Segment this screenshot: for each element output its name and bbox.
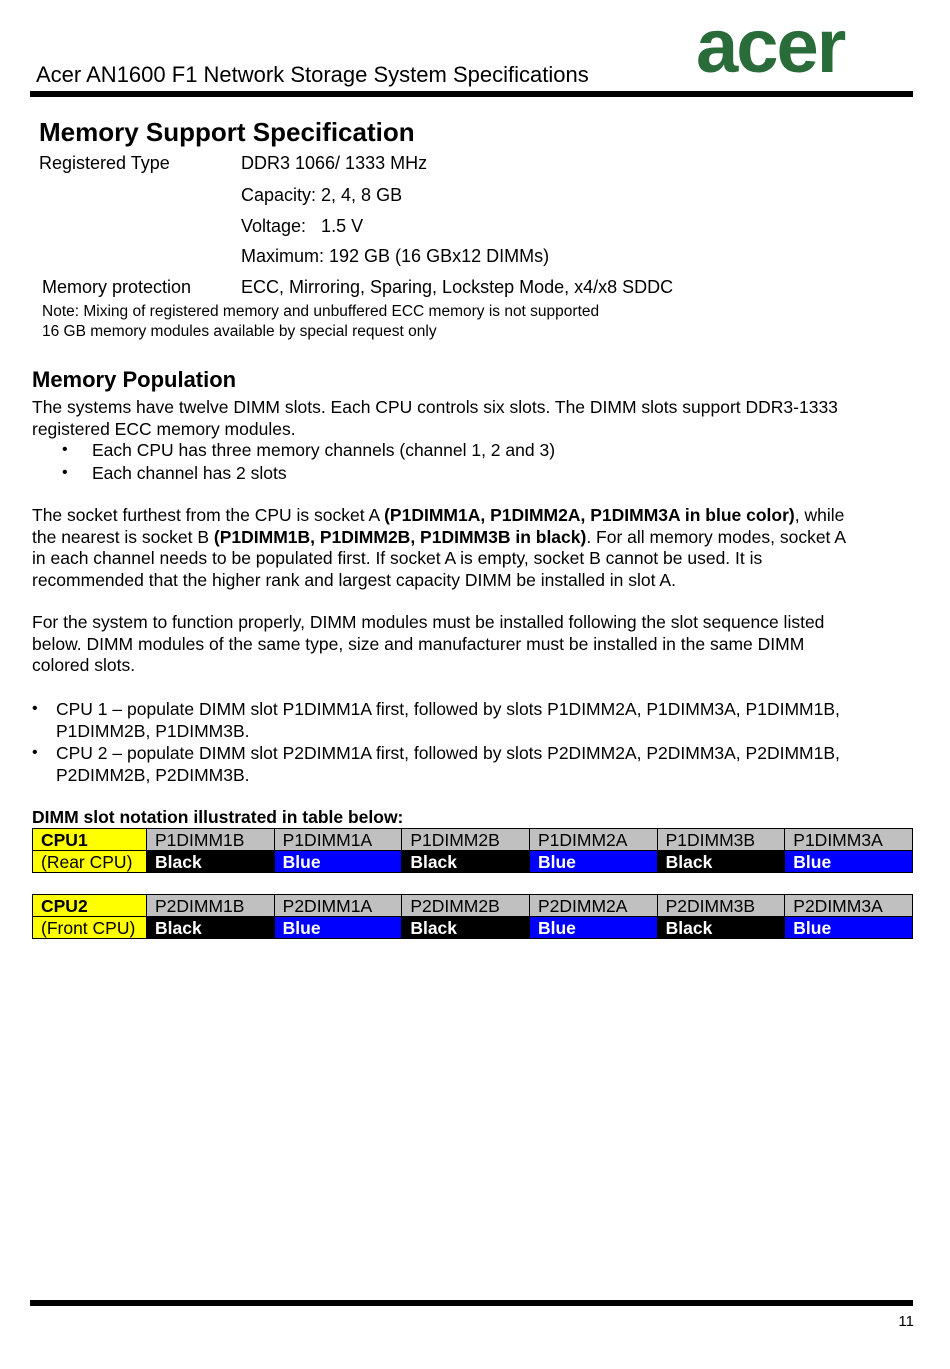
cpu2-population-bullet (56, 743, 840, 786)
channel-bullet-1: Each CPU has three memory channels (channel 1, 2 and 3) (92, 440, 556, 460)
cpu1-slot: P1DIMM3B (657, 829, 785, 851)
population-intro (32, 397, 920, 440)
memory-protection-value: ECC, Mirroring, Sparing, Lockstep Mode, x4/x8 SDDC (241, 277, 674, 297)
cpu1-slot-row (33, 829, 913, 851)
cpu2-slot-color: Blue (529, 917, 657, 939)
cpu2-slot-color: Black (402, 917, 530, 939)
population-intro-line-2: registered ECC memory modules. (32, 418, 296, 439)
document-header-title: Acer AN1600 F1 Network Storage System Specifications (36, 62, 589, 87)
registered-type-label: Registered Type (39, 153, 170, 173)
cpu1-color-row (33, 851, 913, 873)
socket-b-slots: (P1DIMM1B, P1DIMM2B, P1DIMM3B in black) (213, 526, 587, 547)
cpu1-population-bullet (56, 699, 840, 742)
cpu1-slot-color: Black (657, 851, 785, 873)
socket-line-2 (32, 527, 920, 549)
acer-logo (696, 14, 906, 84)
cpu1-population-line-1: CPU 1 – populate DIMM slot P1DIMM1A first, followed by slots P1DIMM2A, P1DIMM3A, P1DIMM1B, (56, 699, 840, 719)
cpu2-slot-color: Black (657, 917, 785, 939)
population-intro-line-1: The systems have twelve DIMM slots. Each CPU controls six slots. The DIMM slots support DDR3-1333 (32, 397, 838, 417)
cpu2-color-row (33, 917, 913, 939)
socket-line-2-tail: . For all memory modes, socket A (586, 526, 846, 547)
cpu1-dimm-table (32, 828, 913, 873)
cpu2-slot-color: Blue (785, 917, 913, 939)
install-line-1: For the system to function properly, DIMM modules must be installed following the slot sequence listed (32, 612, 825, 632)
socket-paragraph (32, 505, 920, 591)
cpu1-slot: P1DIMM3A (785, 829, 913, 851)
cpu2-population-line-2: P2DIMM2B, P2DIMM3B. (56, 764, 250, 785)
cpu1-slot-color: Black (147, 851, 275, 873)
cpu2-slot: P2DIMM2B (402, 895, 530, 917)
cpu1-population-line-2: P1DIMM2B, P1DIMM3B. (56, 720, 250, 741)
cpu2-slot-color: Blue (274, 917, 402, 939)
cpu2-population-line-1: CPU 2 – populate DIMM slot P2DIMM1A first, followed by slots P2DIMM2A, P2DIMM3A, P2DIMM1B, (56, 743, 840, 763)
cpu2-slot-color: Black (147, 917, 275, 939)
footer-rule (30, 1300, 913, 1306)
cpu2-slot: P2DIMM3A (785, 895, 913, 917)
cpu1-slot-color: Black (402, 851, 530, 873)
cpu2-slot: P2DIMM1A (274, 895, 402, 917)
cpu2-slot: P2DIMM1B (147, 895, 275, 917)
header-rule (30, 91, 913, 97)
cpu1-position: (Rear CPU) (33, 851, 147, 873)
install-line-2: below. DIMM modules of the same type, size and manufacturer must be installed in the same DIMM (32, 633, 805, 654)
dimm-table-title: DIMM slot notation illustrated in table below: (32, 807, 404, 827)
bullet-icon: • (62, 441, 68, 458)
socket-line-1-tail: , while (794, 505, 845, 525)
cpu2-slot: P2DIMM3B (657, 895, 785, 917)
socket-a-slots: (P1DIMM1A, P1DIMM2A, P1DIMM3A in blue color) (384, 505, 795, 525)
bullet-icon: • (32, 744, 38, 761)
cpu1-slot: P1DIMM1A (274, 829, 402, 851)
install-paragraph (32, 612, 920, 677)
acer-logo-text: acer (696, 14, 845, 84)
socket-line-4: recommended that the higher rank and largest capacity DIMM be installed in slot A. (32, 569, 676, 590)
socket-line-3: in each channel needs to be populated first. If socket A is empty, socket B cannot be used. It is (32, 548, 763, 568)
note-line-1: Note: Mixing of registered memory and unbuffered ECC memory is not supported (42, 303, 600, 320)
cpu2-position: (Front CPU) (33, 917, 147, 939)
registered-type-capacity: Capacity: 2, 4, 8 GB (241, 185, 403, 205)
install-line-3: colored slots. (32, 655, 136, 675)
registered-type-speed: DDR3 1066/ 1333 MHz (241, 153, 428, 173)
cpu1-slot: P1DIMM2A (529, 829, 657, 851)
bullet-icon: • (62, 464, 68, 481)
cpu1-slot-color: Blue (274, 851, 402, 873)
cpu2-name: CPU2 (33, 895, 147, 917)
page-number: 11 (898, 1313, 914, 1330)
cpu1-slot-color: Blue (529, 851, 657, 873)
cpu1-slot: P1DIMM2B (402, 829, 530, 851)
memory-population-heading: Memory Population (32, 367, 237, 392)
registered-type-maximum: Maximum: 192 GB (16 GBx12 DIMMs) (241, 246, 550, 266)
cpu2-slot: P2DIMM2A (529, 895, 657, 917)
memory-protection-label: Memory protection (42, 277, 192, 297)
socket-line-2-text: the nearest is socket B (32, 526, 214, 547)
socket-line-1-text: The socket furthest from the CPU is socket A (32, 505, 385, 525)
cpu2-slot-row (33, 895, 913, 917)
bullet-icon: • (32, 700, 38, 717)
socket-line-1 (32, 505, 920, 527)
registered-type-voltage: Voltage: 1.5 V (241, 216, 364, 236)
note-line-2: 16 GB memory modules available by special request only (42, 323, 437, 340)
cpu1-name: CPU1 (33, 829, 147, 851)
cpu1-slot: P1DIMM1B (147, 829, 275, 851)
cpu2-dimm-table (32, 894, 913, 939)
channel-bullet-2: Each channel has 2 slots (92, 463, 287, 483)
cpu1-slot-color: Blue (785, 851, 913, 873)
memory-support-heading: Memory Support Specification (39, 117, 415, 147)
